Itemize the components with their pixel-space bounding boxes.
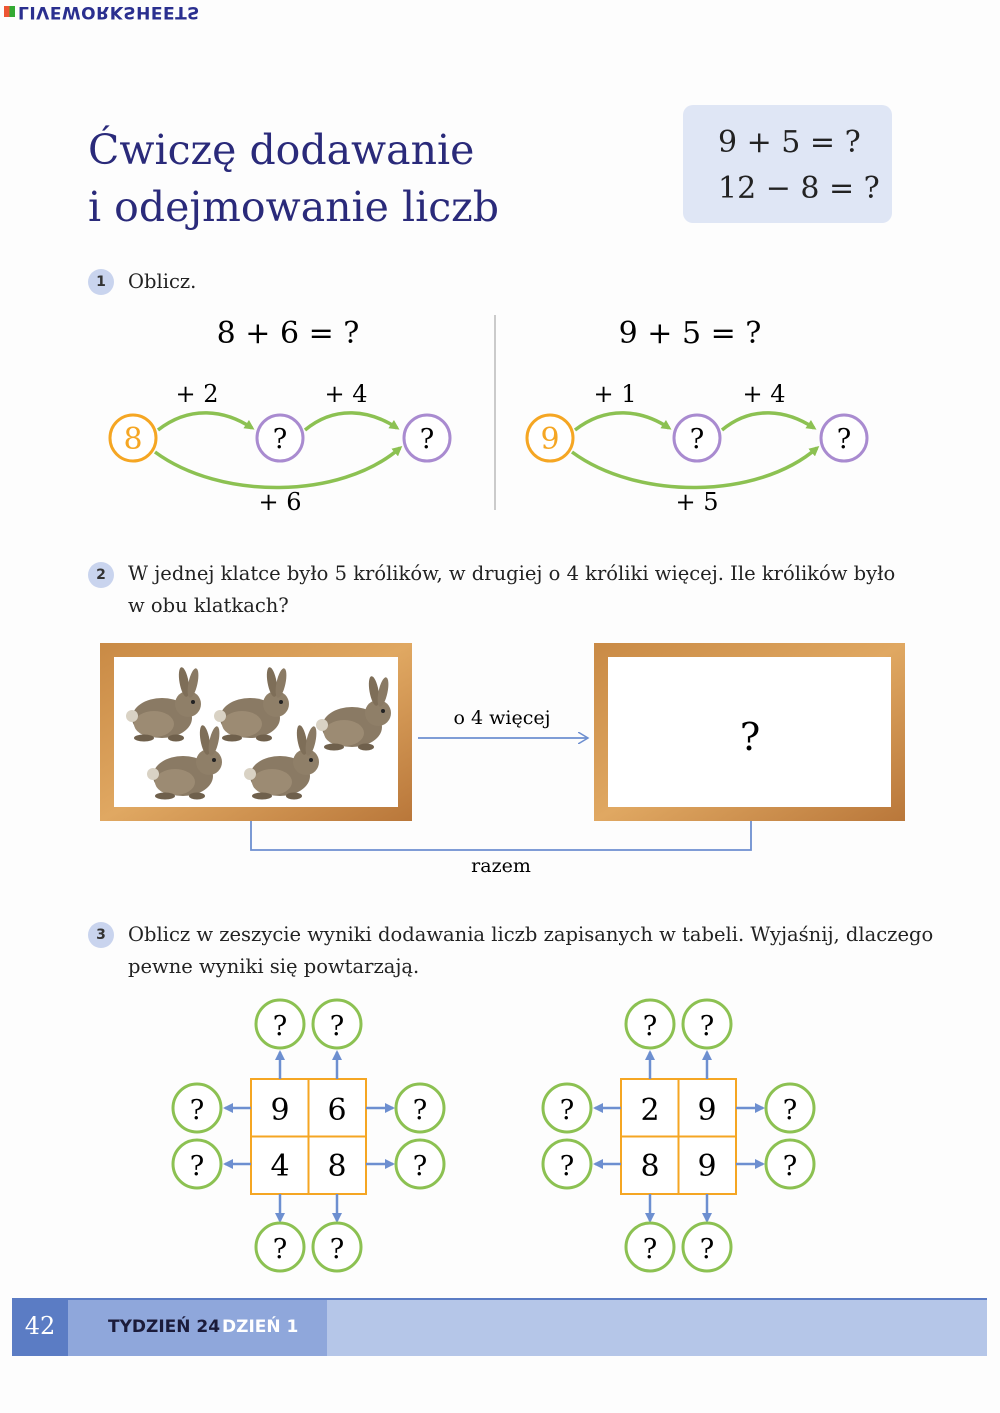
example-equation-2: 12 − 8 = ? [718, 171, 880, 206]
svg-text:?: ? [412, 1151, 428, 1182]
task-1-diagram [0, 300, 1000, 530]
arrow-label: o 4 więcej [453, 707, 551, 729]
logo-icon [4, 7, 15, 18]
left-start-value: 8 [123, 422, 143, 457]
page-number: 42 [12, 1298, 68, 1356]
task-3-number: 3 [88, 922, 114, 948]
right-grid-cell-4: 9 [697, 1149, 717, 1184]
left-grid-cell-3: 4 [270, 1149, 290, 1184]
left-end-value: ? [419, 424, 435, 455]
day-label: DZIEŃ 1 [222, 1317, 299, 1337]
title-line-1: Ćwiczę dodawanie [88, 126, 475, 174]
left-grid-cell-1: 9 [270, 1093, 290, 1128]
svg-text:?: ? [189, 1151, 205, 1182]
task-3-line-2: pewne wyniki się powtarzają. [128, 955, 420, 978]
page-title [88, 122, 499, 236]
right-arrow-step-2 [722, 413, 814, 430]
svg-text:?: ? [189, 1095, 205, 1126]
task-1-instruction: Oblicz. [128, 270, 197, 293]
left-arrow-step-1 [158, 413, 252, 430]
right-total-label: + 5 [675, 488, 719, 516]
example-equation-1: 9 + 5 = ? [718, 125, 861, 160]
left-mid-value: ? [272, 424, 288, 455]
svg-text:?: ? [272, 1234, 288, 1265]
right-cage-unknown: ? [739, 715, 761, 759]
task-2-number: 2 [88, 562, 114, 588]
task-2-line-2: w obu klatkach? [128, 594, 289, 617]
svg-text:?: ? [699, 1234, 715, 1265]
left-sum-grid [225, 1052, 393, 1221]
example-equations-box [683, 105, 892, 223]
svg-text:?: ? [782, 1095, 798, 1126]
svg-text:?: ? [699, 1011, 715, 1042]
svg-text:?: ? [642, 1234, 658, 1265]
right-grid-cell-2: 9 [697, 1093, 717, 1128]
task-3-diagram [0, 990, 1000, 1290]
svg-text:?: ? [642, 1011, 658, 1042]
svg-text:?: ? [272, 1011, 288, 1042]
svg-text:?: ? [412, 1095, 428, 1126]
sum-label: razem [471, 855, 531, 877]
svg-text:?: ? [559, 1095, 575, 1126]
right-step-1-label: + 1 [593, 380, 637, 408]
task-2-diagram [0, 630, 1000, 890]
right-mid-value: ? [689, 424, 705, 455]
svg-text:?: ? [329, 1011, 345, 1042]
task-2-line-1: W jednej klatce było 5 królików, w drugiej o 4 króliki więcej. Ile królików było [128, 562, 896, 585]
right-equation: 9 + 5 = ? [618, 316, 762, 351]
svg-text:?: ? [329, 1234, 345, 1265]
right-sum-grid [595, 1052, 763, 1221]
svg-text:?: ? [559, 1151, 575, 1182]
right-grid-cell-3: 8 [640, 1149, 660, 1184]
task-3-line-1: Oblicz w zeszycie wyniki dodawania liczb zapisanych w tabeli. Wyjaśnij, dlaczego [128, 923, 934, 946]
svg-text:?: ? [782, 1151, 798, 1182]
task-2-instruction [128, 558, 895, 622]
left-grid-cell-2: 6 [327, 1093, 347, 1128]
right-step-2-label: + 4 [742, 380, 786, 408]
right-end-value: ? [836, 424, 852, 455]
week-label: TYDZIEŃ 24 [108, 1317, 221, 1337]
task-3-instruction [128, 919, 933, 983]
left-arrow-step-2 [305, 413, 397, 430]
footer-top-line [12, 1298, 987, 1300]
right-grid-cell-1: 2 [640, 1093, 660, 1128]
left-grid-cell-4: 8 [327, 1149, 347, 1184]
page-footer [12, 1298, 987, 1356]
right-arrow-step-1 [575, 413, 669, 430]
right-start-value: 9 [540, 422, 560, 457]
sum-bracket [251, 821, 751, 850]
title-line-2: i odejmowanie liczb [88, 183, 500, 231]
task-1-number: 1 [88, 269, 114, 295]
left-step-2-label: + 4 [324, 380, 368, 408]
liveworksheets-logo: LIVEWORKSHEETS [4, 2, 200, 22]
left-equation: 8 + 6 = ? [216, 316, 360, 351]
left-total-label: + 6 [258, 488, 302, 516]
left-step-1-label: + 2 [175, 380, 219, 408]
